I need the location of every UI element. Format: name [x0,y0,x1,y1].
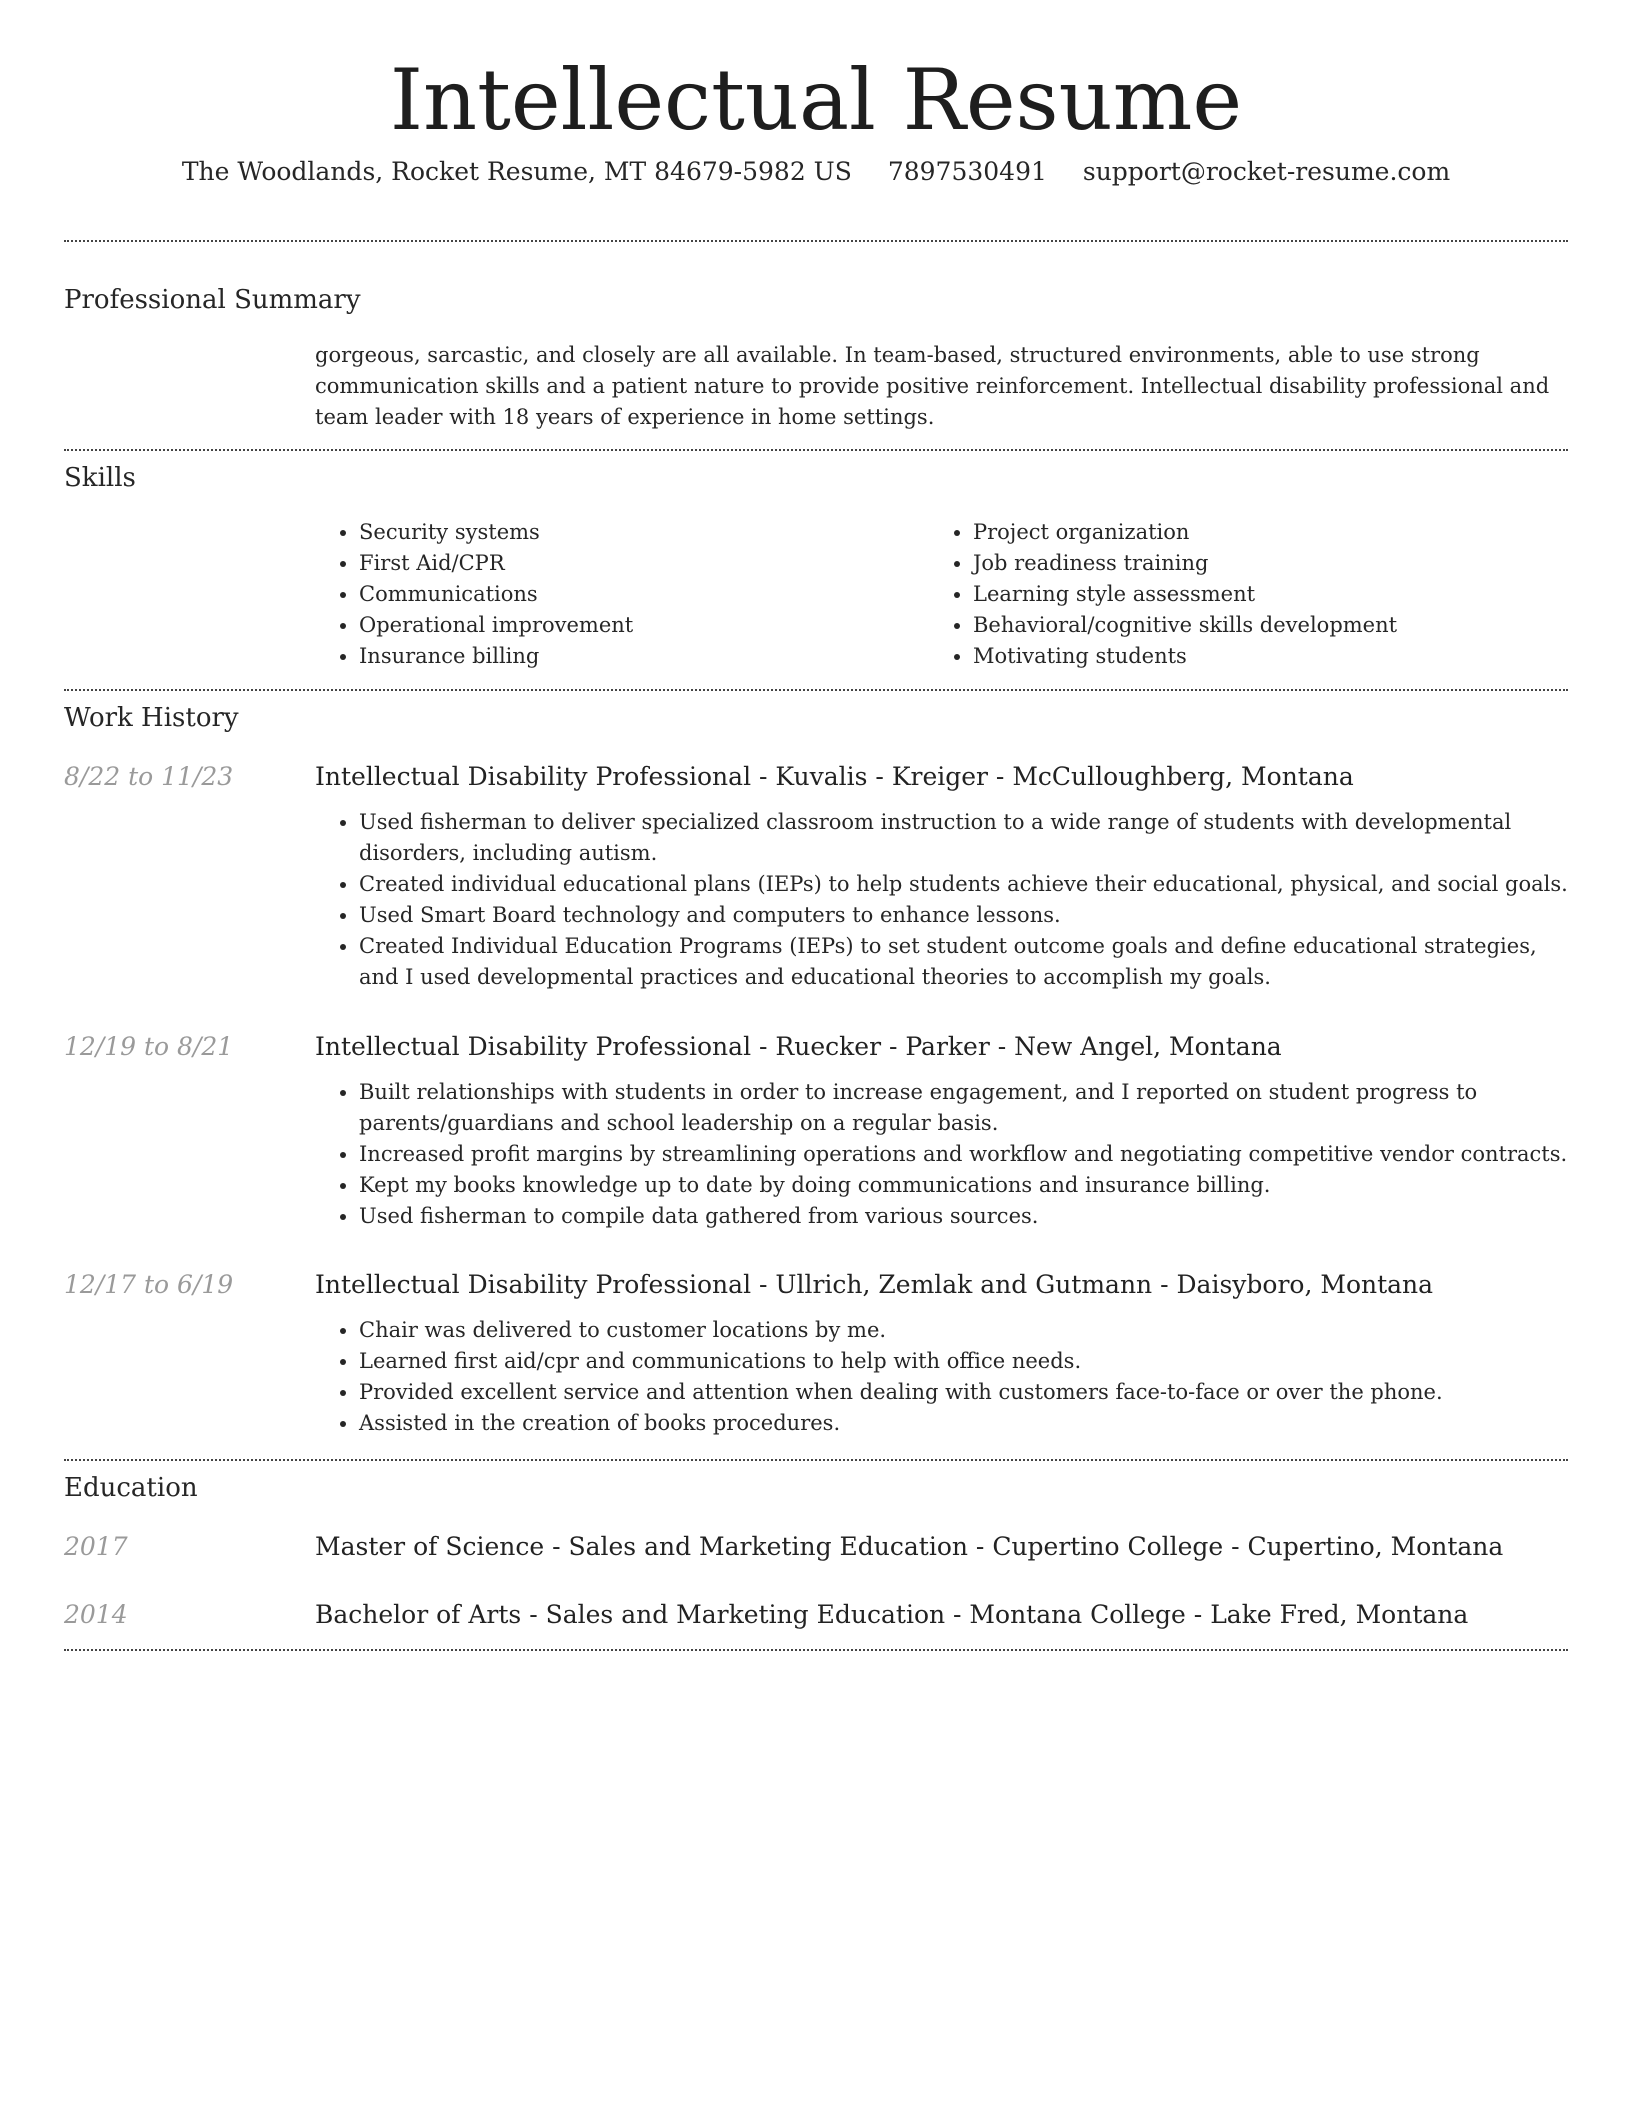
summary-content [315,340,1568,433]
address: The Woodlands, Rocket Resume, MT 84679-5982 US [181,157,852,186]
job-dates: 12/17 to 6/19 [64,1270,234,1299]
job-bullet: • Used fisherman to compile data gathered from various sources. [359,1201,1568,1232]
job-bullet: • Created Individual Education Programs (IEPs) to set student outcome goals and define educational strategies, and I used developmental practices and educational theories to accomplish my goals. [359,931,1568,993]
job-dates: 8/22 to 11/23 [64,762,234,791]
job-bullet: • Created individual educational plans (IEPs) to help students achieve their educational, physical, and social goals. [359,869,1568,900]
skill-item: • Motivating students [973,641,1397,672]
education-entry [315,1599,1568,1631]
divider [64,1649,1568,1651]
job-bullet: • Used Smart Board technology and computers to enhance lessons. [359,900,1568,931]
job-bullet: • Chair was delivered to customer locations by me. [359,1315,1568,1346]
divider [64,689,1568,691]
section-title-summary: Professional Summary [64,285,361,315]
skill-item: • Operational improvement [359,610,633,641]
job-bullet: • Used fisherman to deliver specialized classroom instruction to a wide range of students with developmental disorders, including autism. [359,807,1568,869]
skills-column-right [929,517,1397,672]
job-title: Intellectual Disability Professional - Ruecker - Parker - New Angel, Montana [315,1032,1282,1061]
job-title: Intellectual Disability Professional - Kuvalis - Kreiger - McCulloughberg, Montana [315,762,1354,791]
skill-item: • First Aid/CPR [359,548,633,579]
summary-text: gorgeous, sarcastic, and closely are all available. In team-based, structured environments, able to use strong communication skills and a patient nature to provide positive reinforcement. Intellectual disability professional and team leader with 18 years of experience in home settings. [315,343,1550,429]
section-title-work-history: Work History [64,703,239,733]
job-title: Intellectual Disability Professional - Ullrich, Zemlak and Gutmann - Daisyboro, Montana [315,1270,1434,1299]
skill-item: • Learning style assessment [973,579,1397,610]
section-title-skills: Skills [64,463,136,493]
divider [64,240,1568,242]
skill-item: • Behavioral/cognitive skills development [973,610,1397,641]
education-entry [315,1531,1568,1563]
skill-item: • Insurance billing [359,641,633,672]
education-degree: Master of Science - Sales and Marketing Education - Cupertino College - Cupertino, Montana [315,1532,1504,1561]
job-bullet: • Increased profit margins by streamlining operations and workflow and negotiating competitive vendor contracts. [359,1139,1568,1170]
job-bullet: • Learned first aid/cpr and communications to help with office needs. [359,1346,1568,1377]
email: support@rocket-resume.com [1082,157,1451,186]
job-entry [315,761,1568,993]
skills-content [315,517,1568,677]
education-year: 2014 [64,1600,128,1629]
skill-item: • Security systems [359,517,633,548]
education-degree: Bachelor of Arts - Sales and Marketing Education - Montana College - Lake Fred, Montana [315,1600,1469,1629]
resume-page [64,0,1568,1629]
divider [64,449,1568,451]
education-year: 2017 [64,1532,128,1561]
resume-name: Intellectual Resume [389,51,1243,149]
job-bullet: • Kept my books knowledge up to date by doing communications and insurance billing. [359,1170,1568,1201]
skill-item: • Communications [359,579,633,610]
job-bullet: • Provided excellent service and attention when dealing with customers face-to-face or over the phone. [359,1377,1568,1408]
section-title-education: Education [64,1473,198,1503]
skills-column-left [315,517,633,672]
contact-line [64,156,1568,188]
job-bullet: • Built relationships with students in order to increase engagement, and I reported on student progress to parents/guardians and school leadership on a regular basis. [359,1077,1568,1139]
phone: 7897530491 [887,157,1047,186]
skill-item: • Project organization [973,517,1397,548]
divider [64,1459,1568,1461]
skill-item: • Job readiness training [973,548,1397,579]
job-dates: 12/19 to 8/21 [64,1032,234,1061]
job-bullet: • Assisted in the creation of books procedures. [359,1408,1568,1439]
job-entry [315,1269,1568,1439]
job-entry [315,1031,1568,1232]
